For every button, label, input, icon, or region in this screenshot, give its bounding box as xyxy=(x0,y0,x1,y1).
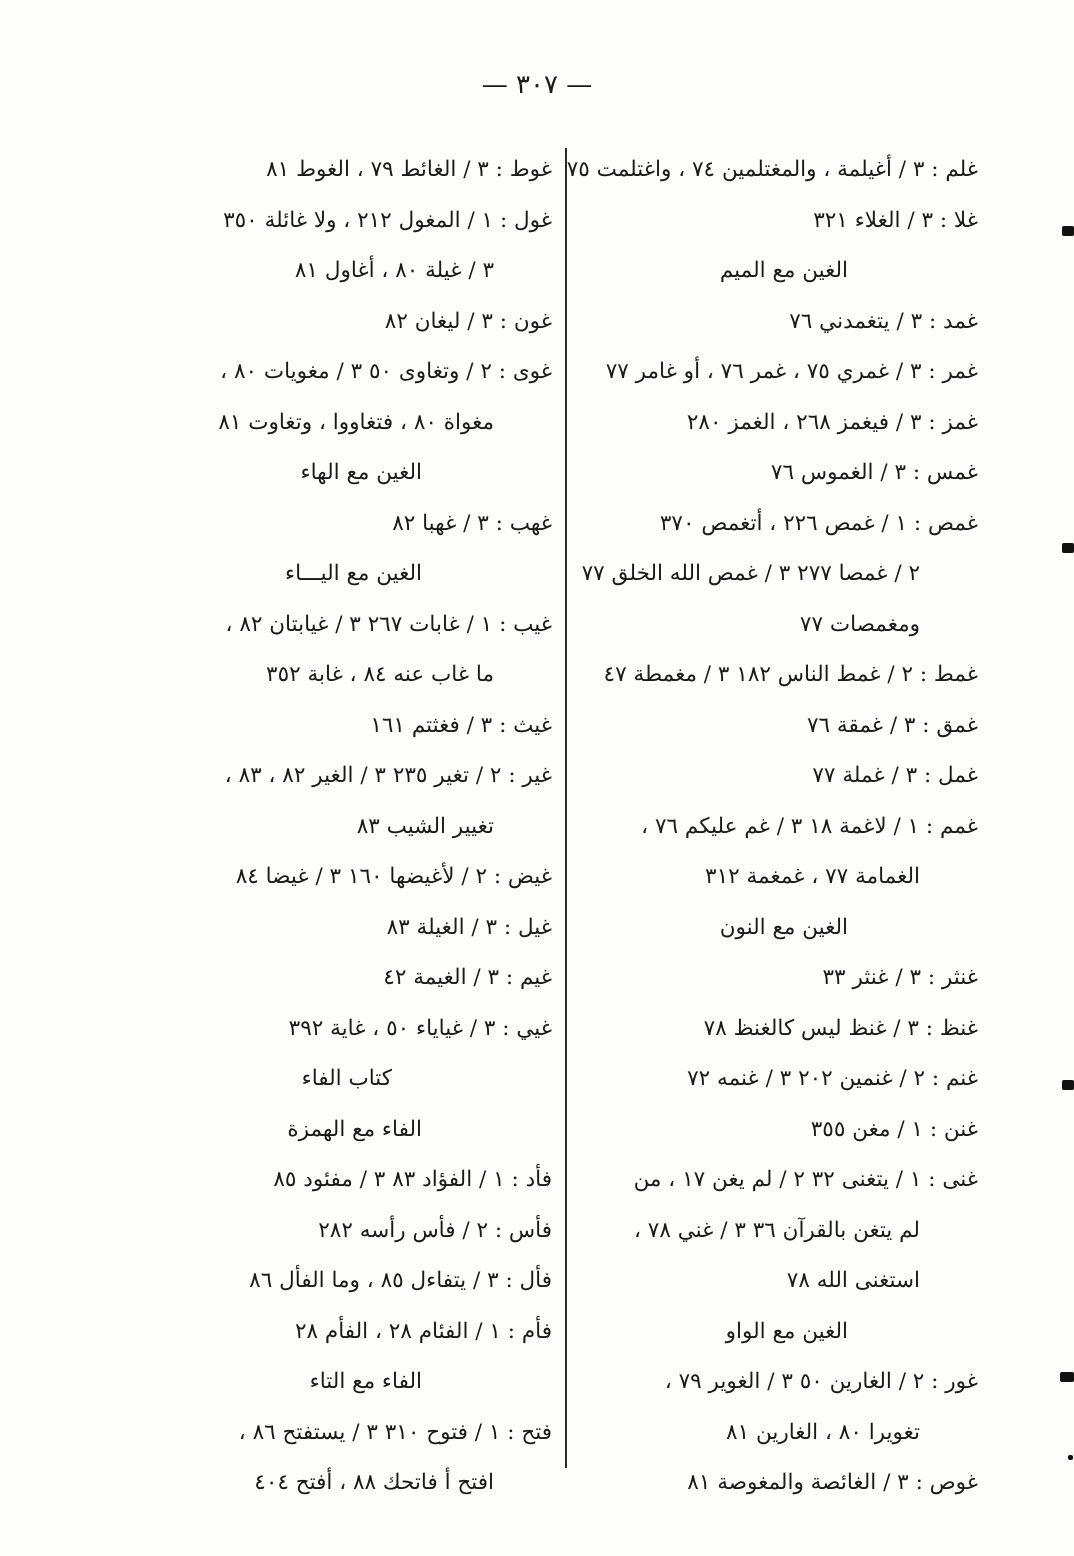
index-entry: غمم : ١ / لاغمة ١٨ ٣ / غم عليكم ٧٦ ، xyxy=(641,813,978,839)
scan-mark xyxy=(1062,543,1074,553)
index-entry: فتح : ١ / فتوح ٣١٠ ٣ / يستفتح ٨٦ ، xyxy=(238,1419,552,1445)
index-entry: غنى : ١ / يتغنى ٣٢ ٢ / لم يغن ١٧ ، من xyxy=(633,1167,978,1192)
index-entry: غنن : ١ / مغن ٣٥٥ xyxy=(810,1116,978,1142)
index-entry: غمز : ٣ / فيغمز ٢٦٨ ، الغمز ٢٨٠ xyxy=(686,409,978,435)
index-entry: غمط : ٢ / غمط الناس ١٨٢ ٣ / مغمطة ٤٧ xyxy=(603,662,978,687)
index-entry: غوص : ٣ / الغائصة والمغوصة ٨١ xyxy=(687,1470,978,1495)
entry-continuation: مغواة ٨٠ ، فتغاووا ، وتغاوت ٨١ xyxy=(218,409,494,435)
entry-continuation: تغيير الشيب ٨٣ xyxy=(356,813,494,839)
index-entry: غمس : ٣ / الغموس ٧٦ xyxy=(770,460,978,485)
index-entry: غلم : ٣ / أغيلمة ، والمغتلمين ٧٤ ، واغتلمت ٧٥ xyxy=(566,157,978,182)
section-heading: الفاء مع التاء xyxy=(309,1369,422,1394)
section-heading: كتاب الفاء xyxy=(301,1066,392,1091)
scan-mark xyxy=(1062,1080,1074,1090)
section-heading: الغين مع النون xyxy=(719,914,848,940)
index-entry: غيض : ٢ / لأغيضها ١٦٠ ٣ / غيضا ٨٤ xyxy=(235,864,552,889)
index-entry: غهب : ٣ / غهبا ٨٢ xyxy=(392,510,552,536)
entry-continuation: ما غاب عنه ٨٤ ، غابة ٣٥٢ xyxy=(266,662,494,687)
index-entry: غور : ٢ / الغارين ٥٠ ٣ / الغوير ٧٩ ، xyxy=(664,1369,978,1394)
index-entry: غيل : ٣ / الغيلة ٨٣ xyxy=(386,914,552,940)
index-entry: فأل : ٣ / يتفاءل ٨٥ ، وما الفأل ٨٦ xyxy=(249,1268,552,1293)
index-entry: فأد : ١ / الفؤاد ٨٣ ٣ / مفئود ٨٥ xyxy=(273,1167,552,1192)
index-entry: غوى : ٢ / وتغاوى ٥٠ ٣ / مغويات ٨٠ ، xyxy=(220,359,552,384)
entry-continuation: لم يتغن بالقرآن ٣٦ ٣ / غني ٧٨ ، xyxy=(634,1217,920,1243)
left-column xyxy=(132,145,552,1495)
entry-continuation: الغمامة ٧٧ ، غمغمة ٣١٢ xyxy=(705,864,920,889)
index-entry: غمل : ٣ / غملة ٧٧ xyxy=(812,763,978,788)
entry-continuation: ٢ / غمصا ٢٧٧ ٣ / غمص الله الخلق ٧٧ xyxy=(581,561,920,586)
section-heading: الغين مع الميم xyxy=(719,258,848,283)
index-entry: غمص : ١ / غمص ٢٢٦ ، أتغمص ٣٧٠ xyxy=(659,510,978,536)
page-number: — ٣٠٧ — xyxy=(481,70,593,100)
index-entry: غمق : ٣ / غمقة ٧٦ xyxy=(806,712,978,738)
entry-continuation: افتح أ فاتحك ٨٨ ، أفتح ٤٠٤ xyxy=(254,1470,494,1495)
entry-continuation: ومغمصات ٧٧ xyxy=(799,611,920,637)
index-entry: غوط : ٣ / الغائط ٧٩ ، الغوط ٨١ xyxy=(266,157,552,182)
section-heading: الغين مع الواو xyxy=(725,1318,848,1344)
scan-mark xyxy=(1068,1455,1073,1460)
section-heading: الفاء مع الهمزة xyxy=(287,1116,422,1142)
scan-mark xyxy=(1060,1372,1074,1382)
index-entry: فأم : ١ / الفئام ٢٨ ، الفأم ٢٨ xyxy=(294,1318,552,1344)
index-entry: غول : ١ / المغول ٢١٢ ، ولا غائلة ٣٥٠ xyxy=(223,207,552,233)
entry-continuation: ٣ / غيلة ٨٠ ، أغاول ٨١ xyxy=(294,258,494,283)
index-entry: غيب : ١ / غابات ٢٦٧ ٣ / غيابتان ٨٢ ، xyxy=(225,611,552,637)
index-entry: غمد : ٣ / يتغمدني ٧٦ xyxy=(789,308,978,334)
index-entry: غيي : ٣ / غياياء ٥٠ ، غاية ٣٩٢ xyxy=(288,1015,552,1041)
right-column xyxy=(560,145,978,1495)
index-entry: غنظ : ٣ / غنظ ليس كالغنظ ٧٨ xyxy=(703,1015,978,1041)
entry-continuation: استغنى الله ٧٨ xyxy=(786,1268,920,1293)
index-entry: غلا : ٣ / الغلاء ٣٢١ xyxy=(813,207,978,233)
section-heading: الغين مع اليـــاء xyxy=(285,561,422,586)
entry-continuation: تغويرا ٨٠ ، الغارين ٨١ xyxy=(726,1419,920,1445)
section-heading: الغين مع الهاء xyxy=(300,460,422,485)
index-entry: غنم : ٢ / غنمين ٢٠٢ ٣ / غنمه ٧٢ xyxy=(687,1066,978,1091)
index-entry: غيث : ٣ / فغثتم ١٦١ xyxy=(370,712,552,738)
index-entry: غنثر : ٣ / غنثر ٣٣ xyxy=(822,965,978,990)
index-entry: غمر : ٣ / غمري ٧٥ ، غمر ٧٦ ، أو غامر ٧٧ xyxy=(605,359,978,384)
scan-mark xyxy=(1062,226,1074,236)
index-entry: فأس : ٢ / فأس رأسه ٢٨٢ xyxy=(318,1217,552,1243)
index-entry: غون : ٣ / ليغان ٨٢ xyxy=(384,308,552,334)
index-entry: غير : ٢ / تغير ٢٣٥ ٣ / الغير ٨٢ ، ٨٣ ، xyxy=(224,763,552,788)
index-entry: غيم : ٣ / الغيمة ٤٢ xyxy=(383,965,552,990)
column-divider xyxy=(565,148,567,1468)
